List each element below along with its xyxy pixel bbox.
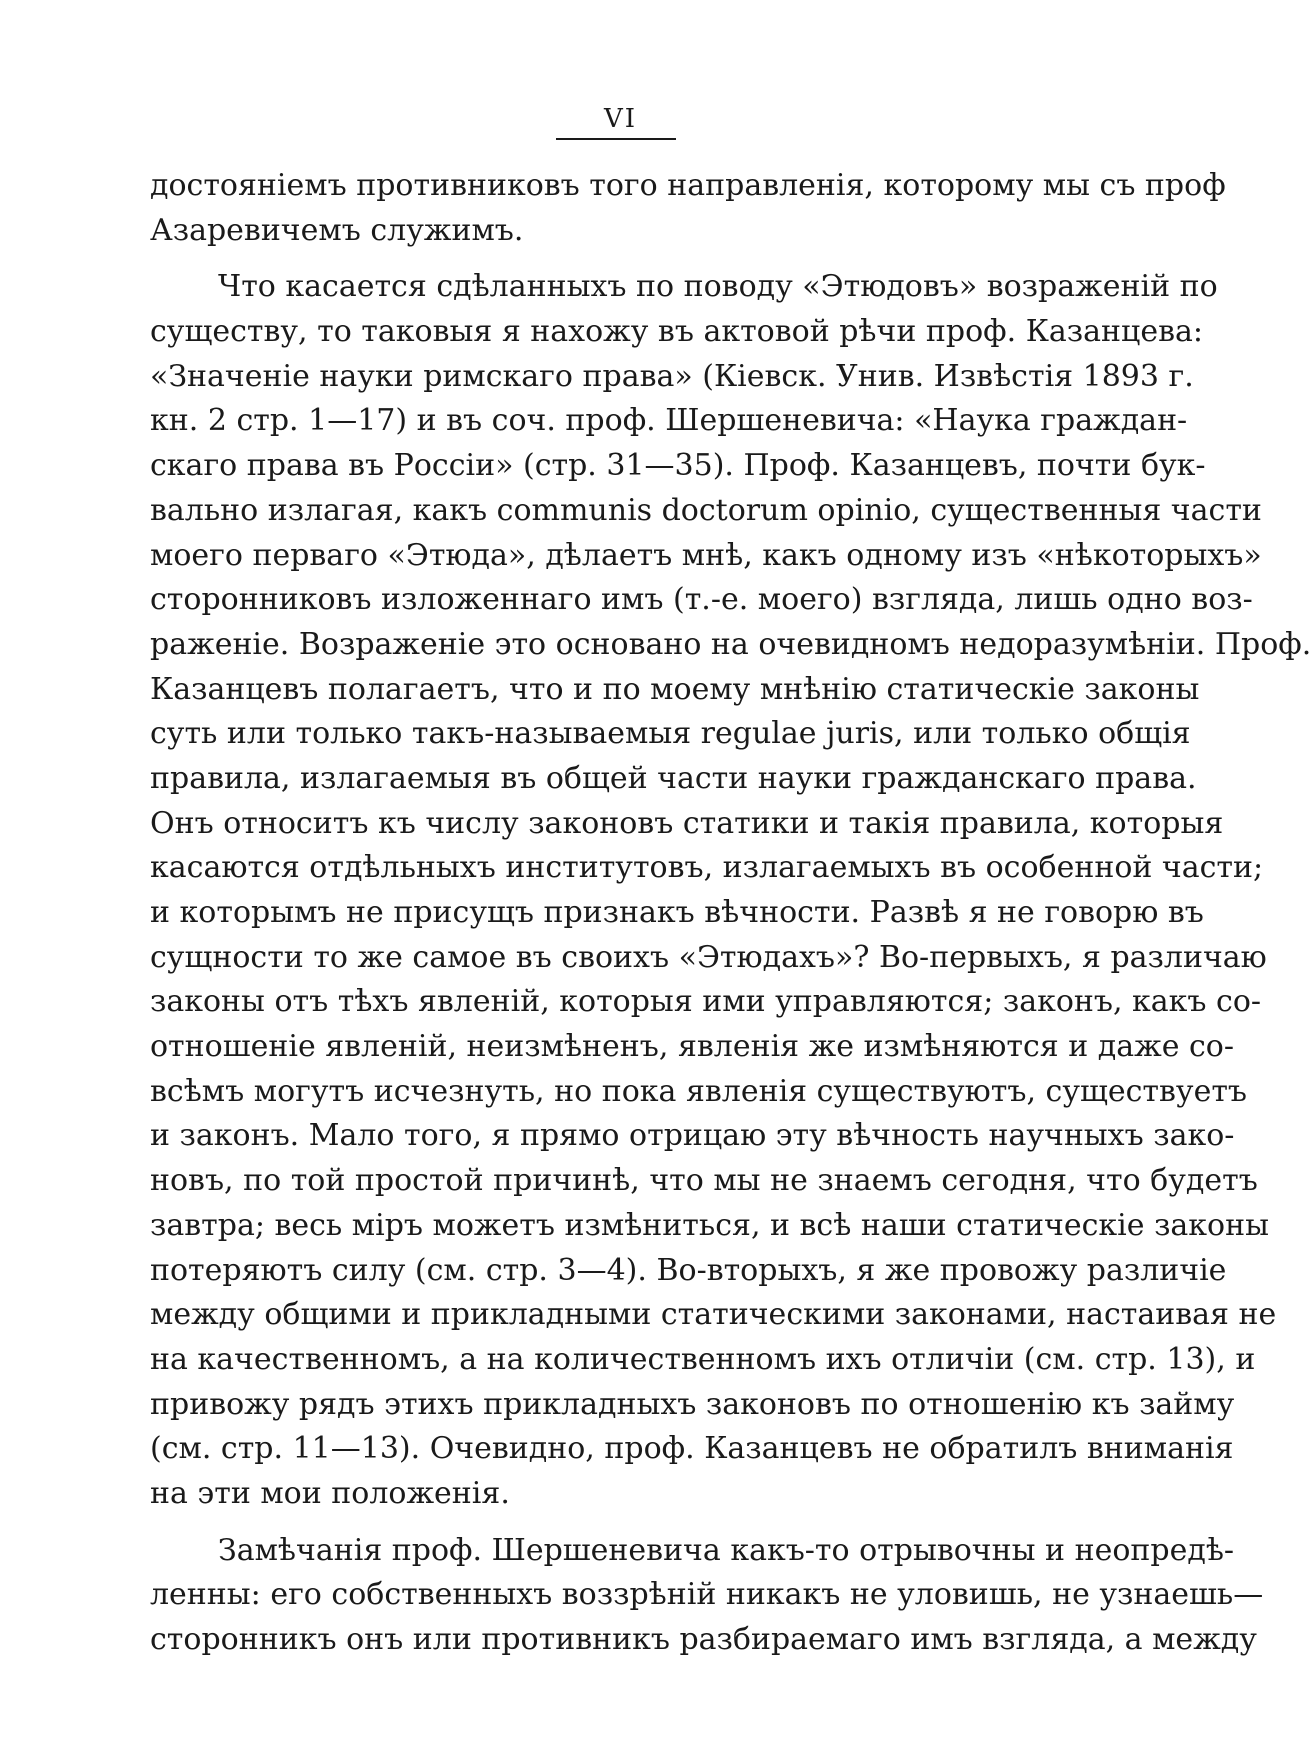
text-line: (см. стр. 11—13). Очевидно, проф. Казанцевъ не обратилъ вниманія	[150, 1431, 1234, 1467]
text-line: привожу рядъ этихъ прикладныхъ законовъ по отношенію къ займу	[150, 1386, 1235, 1422]
text-line: суть или только такъ-называемыя regulae juris, или только общія	[150, 716, 1191, 752]
body-text	[150, 164, 1311, 1663]
text-line: отношеніе явленій, неизмѣненъ, явленія же измѣняются и даже со-	[150, 1029, 1234, 1065]
text-line: и которымъ не присущъ признакъ вѣчности. Развѣ я не говорю въ	[150, 895, 1204, 930]
text-line: скаго права въ Россіи» (стр. 31—35). Проф. Казанцевъ, почти бук-	[150, 448, 1206, 484]
text-line: между общими и прикладными статическими законами, настаивая не	[150, 1297, 1277, 1333]
page-number: VI	[603, 104, 638, 134]
text-line: касаются отдѣльныхъ институтовъ, излагаемыхъ въ особенной части;	[150, 850, 1264, 886]
text-line: завтра; весь міръ можетъ измѣниться, и всѣ наши статическіе законы	[150, 1207, 1269, 1243]
text-line: Азаревичемъ служимъ.	[150, 212, 524, 248]
text-line: достояніемъ противниковъ того направленія, которому мы съ проф	[150, 168, 1226, 203]
text-line: новъ, по той простой причинѣ, что мы не знаемъ сегодня, что будетъ	[150, 1163, 1258, 1199]
text-line: вально излагая, какъ communis doctorum opinio, существенныя части	[150, 492, 1262, 528]
text-line: моего перваго «Этюда», дѣлаетъ мнѣ, какъ одному изъ «нѣкоторыхъ»	[150, 537, 1262, 573]
text-line: и законъ. Мало того, я прямо отрицаю эту вѣчность научныхъ зако-	[150, 1118, 1235, 1154]
text-line: сторонниковъ изложеннаго имъ (т.-е. моего) взгляда, лишь одно воз-	[150, 582, 1253, 618]
text-line: Что касается сдѣланныхъ по поводу «Этюдовъ» возраженій по	[218, 269, 1218, 305]
text-line: кн. 2 стр. 1—17) и въ соч. проф. Шершеневича: «Наука граждан-	[150, 403, 1188, 439]
text-line: раженіе. Возраженіе это основано на очевидномъ недоразумѣніи. Проф.	[150, 626, 1311, 662]
text-line: сущности то же самое въ своихъ «Этюдахъ»? Во-первыхъ, я различаю	[150, 939, 1267, 975]
text-line: на качественномъ, а на количественномъ ихъ отличіи (см. стр. 13), и	[150, 1341, 1256, 1377]
text-line: существу, то таковыя я нахожу въ актовой рѣчи проф. Казанцева:	[150, 314, 1203, 350]
text-line: сторонникъ онъ или противникъ разбираемаго имъ взгляда, а между	[150, 1622, 1257, 1657]
text-line: Замѣчанія проф. Шершеневича какъ-то отрывочны и неопредѣ-	[218, 1532, 1235, 1568]
text-line: законы отъ тѣхъ явленій, которыя ими управляются; законъ, какъ со-	[150, 984, 1262, 1020]
text-line: всѣмъ могутъ исчезнуть, но пока явленія существуютъ, существуетъ	[150, 1073, 1248, 1109]
text-line: потеряютъ силу (см. стр. 3—4). Во-вторыхъ, я же провожу различіе	[150, 1252, 1227, 1288]
text-line: ленны: его собственныхъ воззрѣній никакъ не уловишь, не узнаешь—	[150, 1577, 1264, 1613]
text-line: Онъ относитъ къ числу законовъ статики и такія правила, которыя	[150, 805, 1224, 841]
page-number-rule	[556, 138, 676, 140]
text-line: правила, излагаемыя въ общей части науки гражданскаго права.	[150, 760, 1197, 796]
text-line: «Значеніе науки римскаго права» (Кіевск. Унив. Извѣстія 1893 г.	[150, 358, 1194, 394]
text-line: Казанцевъ полагаетъ, что и по моему мнѣнію статическіе законы	[150, 671, 1200, 707]
text-line: на эти мои положенія.	[150, 1475, 510, 1511]
